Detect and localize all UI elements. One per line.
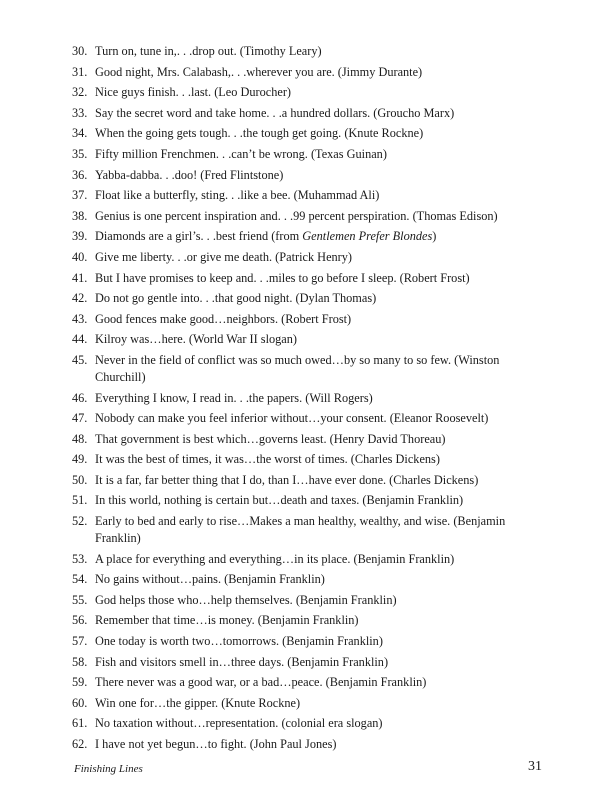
item-text <box>95 674 542 691</box>
item-text <box>95 352 542 386</box>
item-text <box>95 492 542 509</box>
footer-title: Finishing Lines <box>74 763 143 775</box>
list-item <box>72 105 542 122</box>
list-item <box>72 208 542 225</box>
item-number: 53. <box>72 551 88 566</box>
item-text <box>95 208 542 225</box>
quote-text: No taxation without…representation. (colonial era slogan) <box>95 716 383 731</box>
list-item <box>72 492 542 509</box>
quote-text: No gains without…pains. (Benjamin Franklin) <box>95 572 325 587</box>
item-number: 31. <box>72 64 88 79</box>
item-number: 33. <box>72 105 88 120</box>
quote-text: Nobody can make you feel inferior without…your consent. (Eleanor Roosevelt) <box>95 411 489 426</box>
list-item <box>72 167 542 184</box>
item-text <box>95 167 542 184</box>
list-item <box>72 146 542 163</box>
item-number: 38. <box>72 208 88 223</box>
list-item <box>72 352 542 386</box>
item-text <box>95 43 542 60</box>
item-text <box>95 331 542 348</box>
item-text <box>95 472 542 489</box>
quote-text: It is a far, far better thing that I do, than I…have ever done. (Charles Dickens) <box>95 472 479 487</box>
quote-text: Diamonds are a girl’s. . .best friend (from <box>95 229 303 244</box>
item-number: 59. <box>72 675 88 690</box>
item-number: 54. <box>72 572 88 587</box>
quote-text: A place for everything and everything…in its place. (Benjamin Franklin) <box>95 551 455 566</box>
item-number: 46. <box>72 390 88 405</box>
item-number: 47. <box>72 411 88 426</box>
item-text <box>95 715 542 732</box>
list-item <box>72 390 542 407</box>
list-item <box>72 228 542 245</box>
item-text <box>95 125 542 142</box>
item-text <box>95 270 542 287</box>
list-item <box>72 592 542 609</box>
item-number: 32. <box>72 85 88 100</box>
item-number: 50. <box>72 472 88 487</box>
list-item <box>72 571 542 588</box>
quote-text: Win one for…the gipper. (Knute Rockne) <box>95 695 301 710</box>
item-text <box>95 390 542 407</box>
quote-text: When the going gets tough. . .the tough get going. (Knute Rockne) <box>95 126 424 141</box>
quote-text: Float like a butterfly, sting. . .like a bee. (Muhammad Ali) <box>95 188 380 203</box>
item-text <box>95 249 542 266</box>
list-item <box>72 331 542 348</box>
list-item <box>72 125 542 142</box>
item-number: 37. <box>72 188 88 203</box>
item-number: 60. <box>72 695 88 710</box>
item-number: 52. <box>72 514 88 529</box>
item-number: 55. <box>72 592 88 607</box>
item-number: 34. <box>72 126 88 141</box>
item-number: 48. <box>72 431 88 446</box>
item-text <box>95 228 542 245</box>
item-text <box>95 571 542 588</box>
item-text <box>95 290 542 307</box>
quote-list <box>72 43 542 757</box>
list-item <box>72 311 542 328</box>
item-text <box>95 736 542 753</box>
item-number: 61. <box>72 716 88 731</box>
item-text <box>95 551 542 568</box>
list-item <box>72 84 542 101</box>
quote-text: Genius is one percent inspiration and. . .99 percent perspiration. (Thomas Edison) <box>95 208 498 223</box>
quote-text: Yabba-dabba. . .doo! (Fred Flintstone) <box>95 167 284 182</box>
quote-text-end: ) <box>432 229 437 244</box>
list-item <box>72 410 542 427</box>
item-number: 42. <box>72 291 88 306</box>
quote-text: Give me liberty. . .or give me death. (Patrick Henry) <box>95 249 353 264</box>
quote-text: Nice guys finish. . .last. (Leo Durocher) <box>95 85 292 100</box>
item-number: 49. <box>72 452 88 467</box>
quote-text: Good night, Mrs. Calabash,. . .wherever you are. (Jimmy Durante) <box>95 64 423 79</box>
item-text <box>95 654 542 671</box>
quote-text: Good fences make good…neighbors. (Robert Frost) <box>95 311 352 326</box>
list-item <box>72 290 542 307</box>
list-item <box>72 654 542 671</box>
quote-text: But I have promises to keep and. . .miles to go before I sleep. (Robert Frost) <box>95 270 470 285</box>
item-text <box>95 105 542 122</box>
item-text <box>95 513 542 547</box>
list-item <box>72 451 542 468</box>
item-number: 44. <box>72 332 88 347</box>
list-item <box>72 612 542 629</box>
item-text <box>95 633 542 650</box>
item-text <box>95 451 542 468</box>
item-text <box>95 592 542 609</box>
item-text <box>95 64 542 81</box>
item-text <box>95 187 542 204</box>
list-item <box>72 715 542 732</box>
list-item <box>72 64 542 81</box>
item-number: 40. <box>72 249 88 264</box>
item-number: 36. <box>72 167 88 182</box>
list-item <box>72 633 542 650</box>
list-item <box>72 431 542 448</box>
item-number: 51. <box>72 493 88 508</box>
item-text <box>95 431 542 448</box>
item-number: 43. <box>72 311 88 326</box>
quote-text: One today is worth two…tomorrows. (Benjamin Franklin) <box>95 634 383 649</box>
list-item <box>72 43 542 60</box>
list-item <box>72 674 542 691</box>
quote-text: Fifty million Frenchmen. . .can’t be wrong. (Texas Guinan) <box>95 146 387 161</box>
list-item <box>72 249 542 266</box>
item-number: 35. <box>72 146 88 161</box>
item-text <box>95 311 542 328</box>
list-item <box>72 695 542 712</box>
quote-text: Everything I know, I read in. . .the papers. (Will Rogers) <box>95 390 373 405</box>
item-number: 39. <box>72 229 88 244</box>
item-text <box>95 695 542 712</box>
list-item <box>72 472 542 489</box>
list-item <box>72 736 542 753</box>
quote-text: Kilroy was…here. (World War II slogan) <box>95 332 297 347</box>
quote-text: In this world, nothing is certain but…death and taxes. (Benjamin Franklin) <box>95 493 464 508</box>
item-text <box>95 84 542 101</box>
quote-text: Do not go gentle into. . .that good night. (Dylan Thomas) <box>95 291 377 306</box>
item-number: 62. <box>72 737 88 751</box>
quote-text: Fish and visitors smell in…three days. (Benjamin Franklin) <box>95 654 389 669</box>
quote-text: Remember that time…is money. (Benjamin Franklin) <box>95 613 359 628</box>
quote-text: There never was a good war, or a bad…peace. (Benjamin Franklin) <box>95 675 427 690</box>
page-number: 31 <box>528 759 542 774</box>
item-number: 56. <box>72 613 88 628</box>
list-item <box>72 551 542 568</box>
item-number: 30. <box>72 44 88 58</box>
item-number: 57. <box>72 634 88 649</box>
quote-text: God helps those who…help themselves. (Benjamin Franklin) <box>95 592 397 607</box>
list-item <box>72 187 542 204</box>
quote-text: Early to bed and early to rise…Makes a man healthy, wealthy, and wise. (Benjamin Franklin) <box>95 514 506 546</box>
item-text <box>95 410 542 427</box>
item-number: 45. <box>72 352 88 367</box>
quote-text: I have not yet begun…to fight. (John Paul Jones) <box>95 737 337 751</box>
quote-text: Turn on, tune in,. . .drop out. (Timothy Leary) <box>95 44 322 58</box>
quote-source-title: Gentlemen Prefer Blondes <box>302 229 433 244</box>
quote-text: Never in the field of conflict was so much owed…by so many to so few. (Winston Churchill) <box>95 352 500 384</box>
item-text <box>95 612 542 629</box>
list-item <box>72 270 542 287</box>
item-number: 41. <box>72 270 88 285</box>
quote-text: Say the secret word and take home. . .a hundred dollars. (Groucho Marx) <box>95 105 455 120</box>
list-item <box>72 513 542 547</box>
quote-text: It was the best of times, it was…the worst of times. (Charles Dickens) <box>95 452 440 467</box>
item-number: 58. <box>72 654 88 669</box>
item-text <box>95 146 542 163</box>
quote-text: That government is best which…governs least. (Henry David Thoreau) <box>95 431 446 446</box>
